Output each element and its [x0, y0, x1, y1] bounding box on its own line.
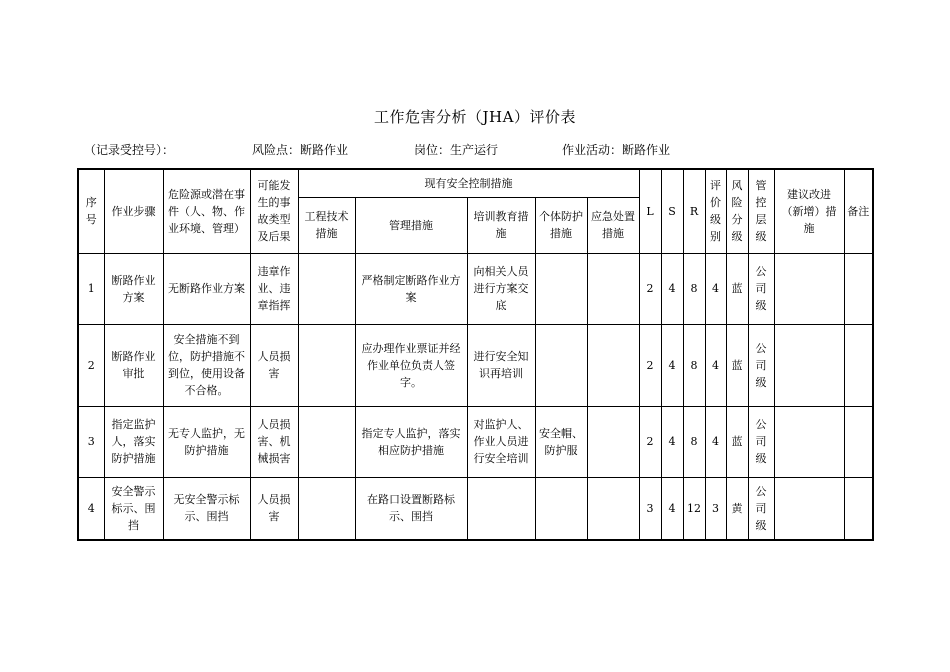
cell-L: 3 — [639, 477, 661, 540]
cell-hazard: 无安全警示标示、围挡 — [163, 477, 250, 540]
header-eng: 工程技术措施 — [298, 197, 355, 253]
cell-remark — [844, 406, 873, 477]
header-ppe: 个体防护措施 — [535, 197, 587, 253]
header-risk-level: 风险分级 — [726, 169, 748, 253]
cell-emergency — [587, 324, 639, 406]
cell-seq: 2 — [78, 324, 104, 406]
cell-eng — [298, 253, 355, 324]
cell-training: 对监护人、作业人员进行安全培训 — [467, 406, 535, 477]
cell-S: 4 — [661, 324, 683, 406]
cell-mgmt: 在路口设置断路标示、围挡 — [355, 477, 467, 540]
cell-seq: 4 — [78, 477, 104, 540]
cell-risk-level: 蓝 — [726, 406, 748, 477]
header-suggest: 建议改进（新增）措施 — [774, 169, 844, 253]
cell-eng — [298, 324, 355, 406]
cell-step: 断路作业方案 — [104, 253, 163, 324]
cell-S: 4 — [661, 477, 683, 540]
cell-risk-level: 黄 — [726, 477, 748, 540]
cell-consequence: 人员损害 — [250, 324, 298, 406]
cell-consequence: 人员损害 — [250, 477, 298, 540]
cell-seq: 1 — [78, 253, 104, 324]
cell-suggest — [774, 477, 844, 540]
page-title: 工作危害分析（JHA）评价表 — [374, 108, 576, 126]
cell-control-level: 公司级 — [748, 253, 774, 324]
cell-hazard: 无专人监护，无防护措施 — [163, 406, 250, 477]
header-step: 作业步骤 — [104, 169, 163, 253]
header-l: L — [639, 169, 661, 253]
table-row — [78, 477, 873, 540]
header-training: 培训教育措施 — [467, 197, 535, 253]
cell-S: 4 — [661, 406, 683, 477]
cell-step: 断路作业审批 — [104, 324, 163, 406]
cell-suggest — [774, 324, 844, 406]
cell-rating: 4 — [705, 253, 726, 324]
cell-ppe: 安全帽、防护服 — [535, 406, 587, 477]
cell-remark — [844, 477, 873, 540]
cell-R: 12 — [683, 477, 705, 540]
cell-remark — [844, 324, 873, 406]
header-control-level: 管控层级 — [748, 169, 774, 253]
cell-rating: 4 — [705, 406, 726, 477]
cell-training: 向相关人员进行方案交底 — [467, 253, 535, 324]
table-row — [78, 406, 873, 477]
cell-emergency — [587, 406, 639, 477]
cell-ppe — [535, 477, 587, 540]
header-s: S — [661, 169, 683, 253]
cell-L: 2 — [639, 324, 661, 406]
header-mgmt: 管理措施 — [355, 197, 467, 253]
cell-risk-level: 蓝 — [726, 253, 748, 324]
cell-step: 安全警示标示、围挡 — [104, 477, 163, 540]
cell-rating: 3 — [705, 477, 726, 540]
cell-remark — [844, 253, 873, 324]
form-meta — [0, 141, 950, 161]
position: 岗位：生产运行 — [414, 143, 499, 157]
record-number: （记录受控号）： — [84, 143, 175, 157]
cell-step: 指定监护人，落实防护措施 — [104, 406, 163, 477]
risk-point: 风险点：断路作业 — [252, 143, 349, 157]
cell-mgmt: 应办理作业票证并经作业单位负责人签字。 — [355, 324, 467, 406]
cell-R: 8 — [683, 406, 705, 477]
cell-ppe — [535, 324, 587, 406]
cell-ppe — [535, 253, 587, 324]
cell-training: 进行安全知识再培训 — [467, 324, 535, 406]
cell-S: 4 — [661, 253, 683, 324]
cell-control-level: 公司级 — [748, 406, 774, 477]
table-row — [78, 324, 873, 406]
cell-seq: 3 — [78, 406, 104, 477]
cell-suggest — [774, 406, 844, 477]
header-seq: 序号 — [78, 169, 104, 253]
header-remark: 备注 — [844, 169, 873, 253]
cell-emergency — [587, 253, 639, 324]
header-hazard: 危险源或潜在事件（人、物、作业环境、管理） — [163, 169, 250, 253]
header-emergency: 应急处置措施 — [587, 197, 639, 253]
cell-control-level: 公司级 — [748, 477, 774, 540]
header-rating: 评价级别 — [705, 169, 726, 253]
cell-hazard: 安全措施不到位，防护措施不到位，使用设备不合格。 — [163, 324, 250, 406]
cell-rating: 4 — [705, 324, 726, 406]
header-consequence: 可能发生的事故类型及后果 — [250, 169, 298, 253]
cell-eng — [298, 406, 355, 477]
cell-emergency — [587, 477, 639, 540]
cell-R: 8 — [683, 324, 705, 406]
cell-hazard: 无断路作业方案 — [163, 253, 250, 324]
cell-eng — [298, 477, 355, 540]
cell-mgmt: 指定专人监护，落实相应防护措施 — [355, 406, 467, 477]
work-activity: 作业活动：断路作业 — [562, 143, 671, 157]
cell-consequence: 人员损害、机械损害 — [250, 406, 298, 477]
cell-control-level: 公司级 — [748, 324, 774, 406]
cell-consequence: 违章作业、违章指挥 — [250, 253, 298, 324]
cell-risk-level: 蓝 — [726, 324, 748, 406]
header-row-1 — [78, 169, 873, 197]
cell-mgmt: 严格制定断路作业方案 — [355, 253, 467, 324]
header-r: R — [683, 169, 705, 253]
cell-training — [467, 477, 535, 540]
cell-R: 8 — [683, 253, 705, 324]
table-row — [78, 253, 873, 324]
cell-L: 2 — [639, 406, 661, 477]
header-controls: 现有安全控制措施 — [298, 169, 639, 197]
cell-suggest — [774, 253, 844, 324]
cell-L: 2 — [639, 253, 661, 324]
jha-table — [77, 168, 874, 541]
